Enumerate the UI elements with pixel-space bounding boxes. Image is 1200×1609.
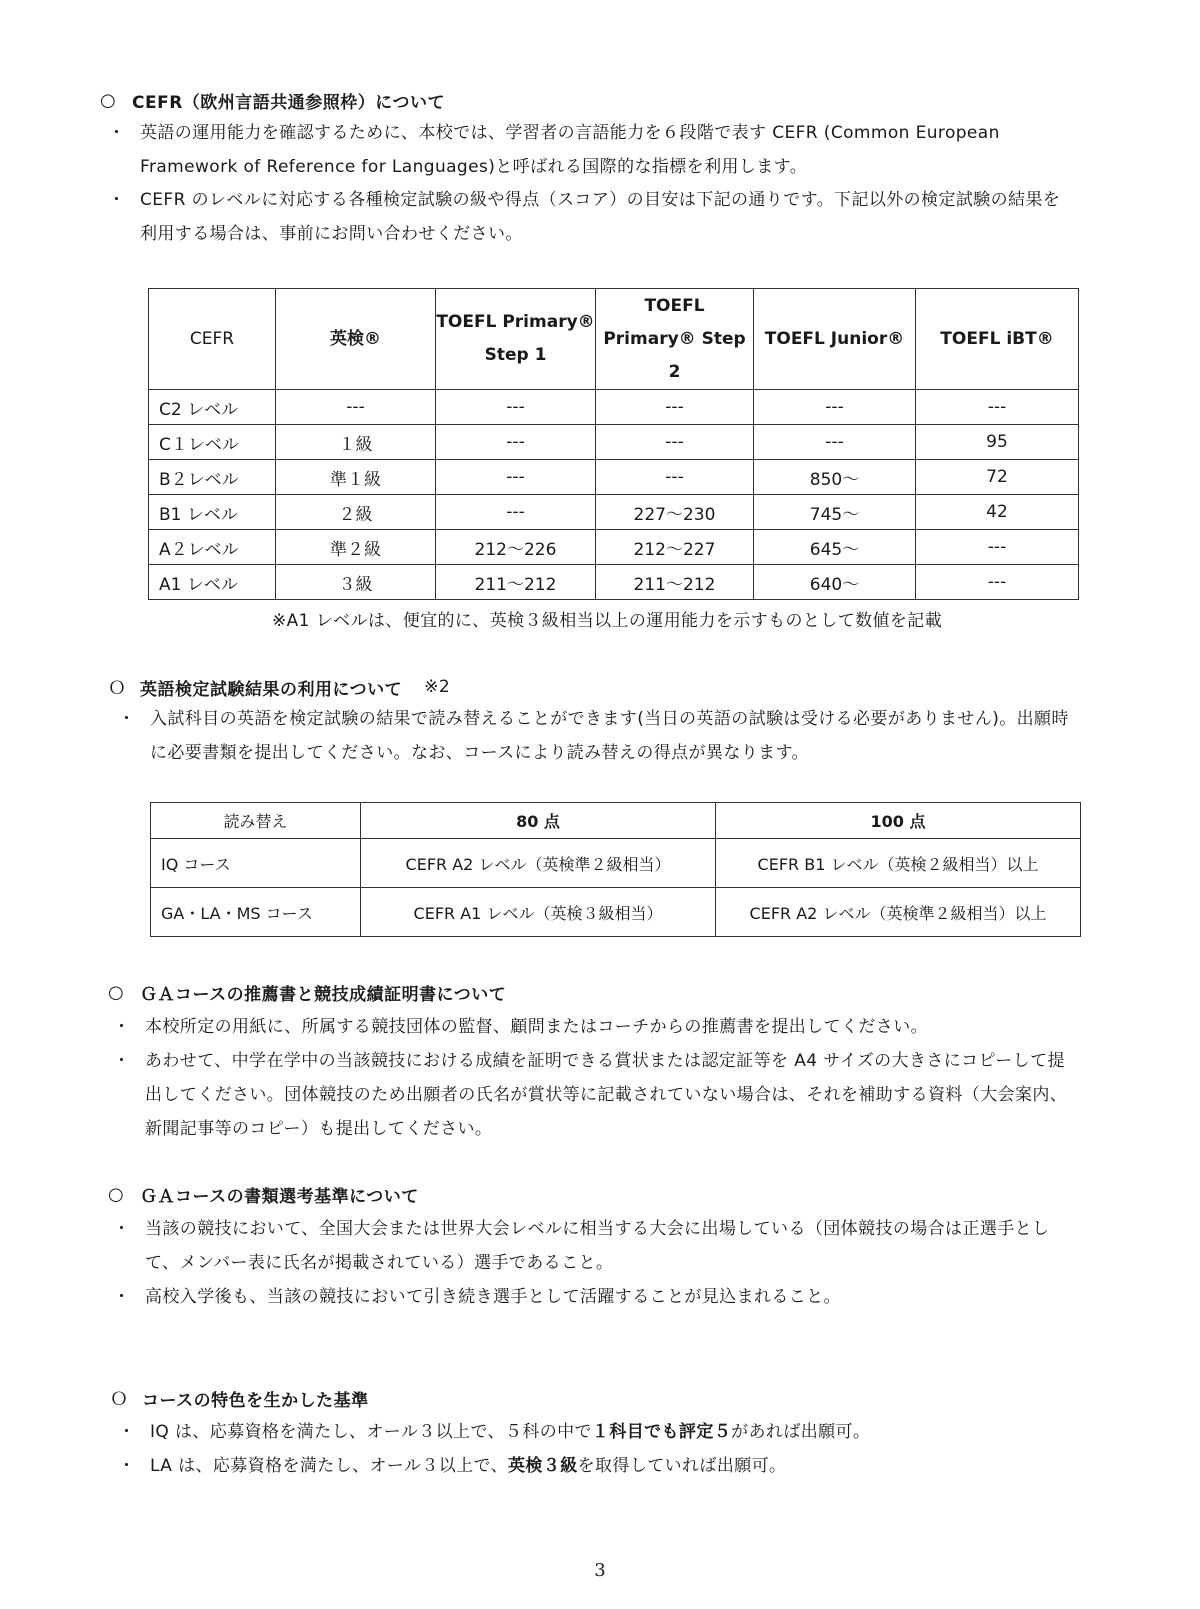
usage-section-note: ※2: [424, 677, 451, 697]
cell: 72: [916, 460, 1079, 495]
features-section-heading: [110, 1385, 369, 1411]
cell: CEFR A1 レベル（英検３級相当）: [361, 888, 716, 937]
cell: 212～226: [436, 530, 596, 565]
bullet-dot-icon: ・: [113, 1051, 131, 1071]
cell: ---: [276, 390, 436, 425]
hollow-circle-icon: ○: [100, 90, 117, 111]
cell: ---: [436, 460, 596, 495]
header-toefl-ibt: TOEFL iBT®: [916, 289, 1079, 390]
cell: ---: [916, 390, 1079, 425]
bullet-dot-icon: ・: [108, 190, 126, 210]
cell: ---: [916, 565, 1079, 600]
la-emphasis: 英検３級: [508, 1456, 578, 1476]
table-row: [149, 530, 1079, 565]
cefr-section-title: CEFR（欧州言語共通参照枠）について: [132, 93, 445, 113]
cell: 211～212: [436, 565, 596, 600]
cell: 227～230: [596, 495, 754, 530]
table-row: [151, 839, 1081, 888]
cell: ---: [596, 460, 754, 495]
ga-rec-bullet-2: ・ あわせて、中学在学中の当該競技における成績を証明できる賞状または認定証等を A4 サイズの大きさにコピーして提出してください。団体競技のため出願者の氏名が賞状等に記載されていない場合は、それを補助する資料（大会案内、新聞記事等のコピー）も提出してください。: [145, 1044, 1070, 1146]
cell: ３級: [276, 565, 436, 600]
header-toefl-primary-2: TOEFL Primary® Step 2: [596, 289, 754, 390]
page-number: 3: [594, 1560, 606, 1581]
cell: B２レベル: [149, 460, 276, 495]
ga-rec-section-title: ＧＡコースの推薦書と競技成績証明書について: [140, 985, 507, 1005]
table-row: [149, 495, 1079, 530]
features-bullet-iq: ・ IQ は、応募資格を満たし、オール３以上で、５科の中で１科目でも評定５があれば出願可。: [150, 1415, 1070, 1449]
features-bullet-la: ・ LA は、応募資格を満たし、オール３以上で、英検３級を取得していれば出願可。: [150, 1449, 1070, 1483]
hollow-circle-icon: ○: [108, 1184, 125, 1205]
ga-criteria-section-heading: [108, 1182, 419, 1207]
cell: ---: [596, 390, 754, 425]
cell: CEFR B1 レベル（英検２級相当）以上: [716, 839, 1081, 888]
cell: 850～: [754, 460, 916, 495]
cell: ---: [916, 530, 1079, 565]
cell: 準２級: [276, 530, 436, 565]
cell: C2 レベル: [149, 390, 276, 425]
features-section-title: コースの特色を生かした基準: [142, 1390, 369, 1411]
cell: 640～: [754, 565, 916, 600]
cell: ---: [436, 425, 596, 460]
conversion-table: [150, 802, 1081, 937]
header-yomikae: 読み替え: [151, 803, 361, 839]
cell: １級: [276, 425, 436, 460]
cefr-footnote: ※A1 レベルは、便宜的に、英検３級相当以上の運用能力を示すものとして数値を記載: [272, 611, 943, 631]
cell: B1 レベル: [149, 495, 276, 530]
cell: ---: [596, 425, 754, 460]
header-100: 100 点: [716, 803, 1081, 839]
circle-icon: Ｏ: [108, 678, 127, 699]
header-toefl-junior: TOEFL Junior®: [754, 289, 916, 390]
cell: ---: [436, 390, 596, 425]
ga-criteria-section-title: ＧＡコースの書類選考基準について: [140, 1187, 419, 1207]
cell: 211～212: [596, 565, 754, 600]
header-eiken: 英検®: [276, 289, 436, 390]
cefr-bullet-2: ・ CEFR のレベルに対応する各種検定試験の級や得点（スコア）の目安は下記の通りです。下記以外の検定試験の結果を利用する場合は、事前にお問い合わせください。: [140, 183, 1065, 251]
cefr-bullet-1: ・ 英語の運用能力を確認するために、本校では、学習者の言語能力を６段階で表す CEFR (Common European Framework of Reference for Languages)と呼ばれる国際的な指標を利用します。: [140, 116, 1065, 184]
cell: ---: [754, 425, 916, 460]
conversion-table-header-row: [151, 803, 1081, 839]
cell: 95: [916, 425, 1079, 460]
cell: GA・LA・MS コース: [151, 888, 361, 937]
cefr-table: [148, 288, 1079, 600]
cefr-table-body: [149, 390, 1079, 600]
ga-rec-section-heading: [108, 980, 506, 1005]
usage-bullet-1: ・ 入試科目の英語を検定試験の結果で読み替えることができます(当日の英語の試験は受ける必要がありません)。出願時に必要書類を提出してください。なお、コースにより読み替えの得点が異なります。: [150, 702, 1070, 770]
hollow-circle-icon: ○: [108, 982, 125, 1003]
circle-icon: Ｏ: [110, 1389, 129, 1410]
cell: A２レベル: [149, 530, 276, 565]
cell: 準１級: [276, 460, 436, 495]
cefr-section-heading: [100, 88, 445, 113]
bullet-dot-icon: ・: [108, 123, 126, 143]
table-row: [149, 460, 1079, 495]
bullet-dot-icon: ・: [113, 1219, 131, 1239]
cell: A1 レベル: [149, 565, 276, 600]
cell: CEFR A2 レベル（英検準２級相当）以上: [716, 888, 1081, 937]
iq-emphasis: １科目でも評定５: [591, 1422, 732, 1442]
bullet-dot-icon: ・: [113, 1287, 131, 1307]
cell: CEFR A2 レベル（英検準２級相当）: [361, 839, 716, 888]
cefr-table-header-row: [149, 289, 1079, 390]
ga-criteria-bullet-1: ・ 当該の競技において、全国大会または世界大会レベルに相当する大会に出場している（団体競技の場合は正選手として、メンバー表に氏名が掲載されている）選手であること。: [145, 1212, 1070, 1280]
cell: ２級: [276, 495, 436, 530]
header-cefr: CEFR: [149, 289, 276, 390]
cell: ---: [754, 390, 916, 425]
table-row: [149, 565, 1079, 600]
cell: 212～227: [596, 530, 754, 565]
usage-section-heading: [108, 674, 450, 700]
table-row: [149, 425, 1079, 460]
ga-rec-bullet-1: ・ 本校所定の用紙に、所属する競技団体の監督、顧問またはコーチからの推薦書を提出してください。: [145, 1010, 1070, 1044]
table-row: [149, 390, 1079, 425]
bullet-dot-icon: ・: [118, 709, 136, 729]
header-80: 80 点: [361, 803, 716, 839]
cell: 645～: [754, 530, 916, 565]
table-row: [151, 888, 1081, 937]
bullet-dot-icon: ・: [118, 1422, 136, 1442]
cell: C１レベル: [149, 425, 276, 460]
header-toefl-primary-1: TOEFL Primary® Step 1: [436, 289, 596, 390]
bullet-dot-icon: ・: [118, 1456, 136, 1476]
cell: 42: [916, 495, 1079, 530]
cell: 745～: [754, 495, 916, 530]
cell: ---: [436, 495, 596, 530]
ga-criteria-bullet-2: ・ 高校入学後も、当該の競技において引き続き選手として活躍することが見込まれること。: [145, 1280, 1070, 1314]
bullet-dot-icon: ・: [113, 1017, 131, 1037]
usage-section-title: 英語検定試験結果の利用について: [140, 679, 403, 700]
cell: IQ コース: [151, 839, 361, 888]
